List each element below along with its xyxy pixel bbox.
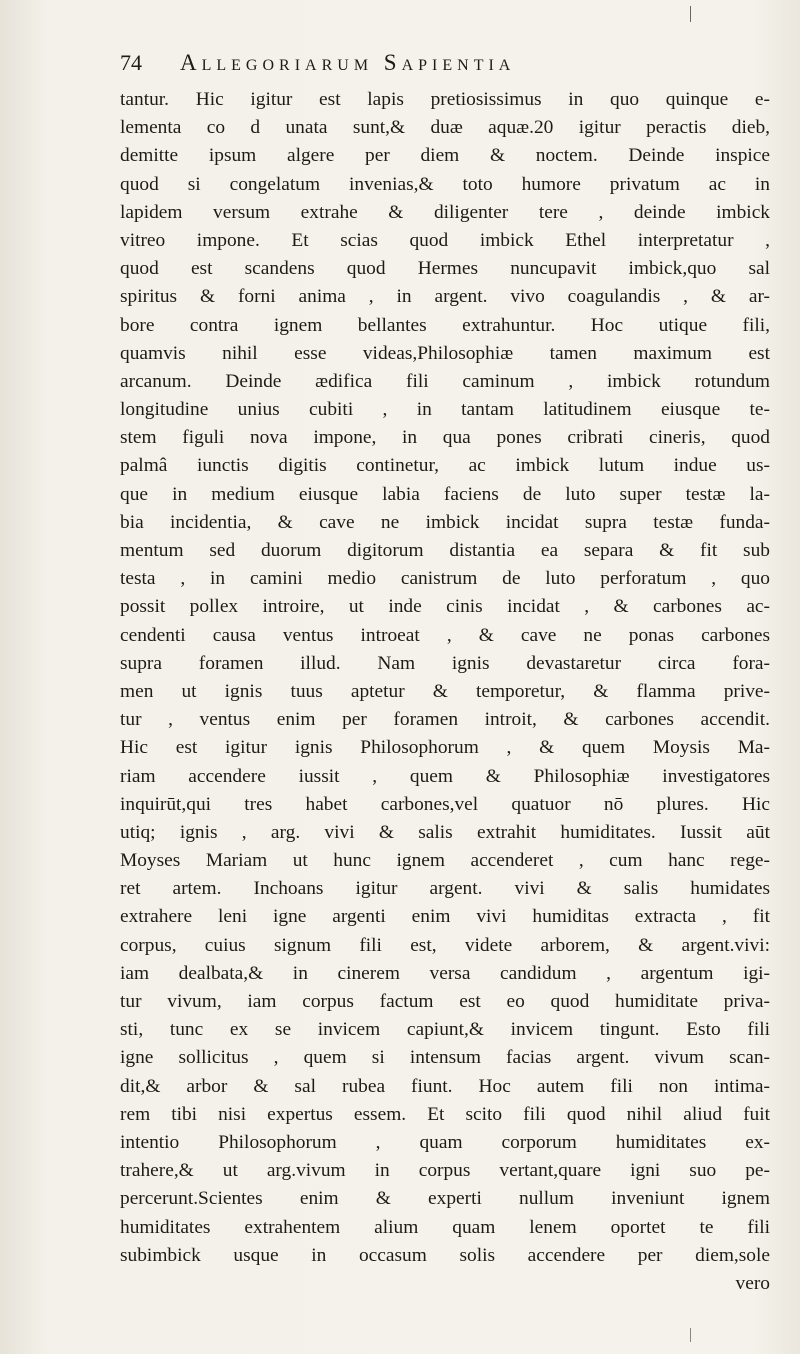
text-line: supra foramen illud. Nam ignis devastaretur circa fora-: [120, 652, 770, 674]
text-line: ret artem. Inchoans igitur argent. vivi & salis humidates: [120, 878, 770, 900]
text-line: tur vivum, iam corpus factum est eo quod humiditate priva-: [120, 991, 770, 1012]
text-line: stem figuli nova impone, in qua pones cribrati cineris, quod: [120, 427, 770, 449]
text-line: rem tibi nisi expertus essem. Et scito fili quod nihil aliud fuit: [120, 1103, 770, 1125]
text-line: dit,& arbor & sal rubea fiunt. Hoc autem fili non intima-: [120, 1075, 770, 1097]
text-line: cendenti causa ventus introeat , & cave ne ponas carbones: [120, 624, 770, 646]
text-line: possit pollex introire, ut inde cinis incidat , & carbones ac-: [120, 596, 770, 618]
text-line: extrahere leni igne argenti enim vivi humiditas extracta , fit: [120, 906, 770, 928]
text-line: lementa co d unata sunt,& duæ aquæ.20 igitur peractis dieb,: [120, 117, 770, 139]
text-line: testa , in camini medio canistrum de luto perforatum , quo: [120, 568, 770, 590]
text-line: longitudine unius cubiti , in tantam latitudinem eiusque te-: [120, 399, 770, 421]
text-line: trahere,& ut arg.vivum in corpus vertant,quare igni suo pe-: [120, 1160, 770, 1182]
header-title: Allegoriarum Sapientia: [180, 50, 516, 75]
text-line: vitreo impone. Et scias quod imbick Ethel interpretatur ,: [120, 229, 770, 251]
text-line: bore contra ignem bellantes extrahuntur. Hoc utique fili,: [120, 314, 770, 336]
paper-fold-mark-bottom: [690, 1328, 691, 1342]
text-line: lapidem versum extrahe & diligenter tere , deinde imbick: [120, 201, 770, 223]
body-text: [120, 86, 770, 1298]
text-line: palmâ iunctis digitis continetur, ac imbick lutum indue us-: [120, 455, 770, 477]
text-line: sti, tunc ex se invicem capiunt,& invicem tingunt. Esto fili: [120, 1019, 770, 1041]
paper-fold-mark: [690, 6, 691, 22]
text-line: Moyses Mariam ut hunc ignem accenderet , cum hanc rege-: [120, 850, 770, 872]
text-line: riam accendere iussit , quem & Philosophiæ investigatores: [120, 765, 770, 787]
catchword: vero: [735, 1272, 770, 1294]
text-line: spiritus & forni anima , in argent. vivo coagulandis , & ar-: [120, 286, 770, 308]
running-head: [120, 50, 740, 90]
text-line: tantur. Hic igitur est lapis pretiosissimus in quo quinque e-: [120, 89, 770, 110]
text-line: tur , ventus enim per foramen introit, & carbones accendit.: [120, 709, 770, 731]
text-line: utiq; ignis , arg. vivi & salis extrahit humiditates. Iussit aūt: [120, 821, 770, 843]
text-line: bia incidentia, & cave ne imbick incidat supra testæ funda-: [120, 511, 770, 533]
text-line: subimbick usque in occasum solis accendere per diem,sole: [120, 1244, 770, 1266]
text-line: iam dealbata,& in cinerem versa candidum , argentum igi-: [120, 962, 770, 984]
text-line: arcanum. Deinde ædifica fili caminum , imbick rotundum: [120, 370, 770, 392]
text-line: men ut ignis tuus aptetur & temporetur, & flamma prive-: [120, 680, 770, 702]
text-line: humiditates extrahentem alium quam lenem oportet te fili: [120, 1216, 770, 1238]
text-line: percerunt.Scientes enim & experti nullum inveniunt ignem: [120, 1188, 770, 1210]
text-line: quod est scandens quod Hermes nuncupavit imbick,quo sal: [120, 258, 770, 280]
text-line: igne sollicitus , quem si intensum facias argent. vivum scan-: [120, 1047, 770, 1069]
text-line: Hic est igitur ignis Philosophorum , & quem Moysis Ma-: [120, 737, 770, 759]
text-line: quod si congelatum invenias,& toto humore privatum ac in: [120, 173, 770, 195]
text-line: quamvis nihil esse videas,Philosophiæ tamen maximum est: [120, 342, 770, 364]
text-line: inquirūt,qui tres habet carbones,vel quatuor nō plures. Hic: [120, 793, 770, 815]
text-line: corpus, cuius signum fili est, videte arborem, & argent.vivi:: [120, 934, 770, 956]
text-line: intentio Philosophorum , quam corporum humiditates ex-: [120, 1131, 770, 1153]
text-line: que in medium eiusque labia faciens de luto super testæ la-: [120, 483, 770, 505]
text-line: demitte ipsum algere per diem & noctem. Deinde inspice: [120, 145, 770, 167]
text-line: mentum sed duorum digitorum distantia ea separa & fit sub: [120, 540, 770, 561]
page-number: 74: [120, 50, 142, 75]
